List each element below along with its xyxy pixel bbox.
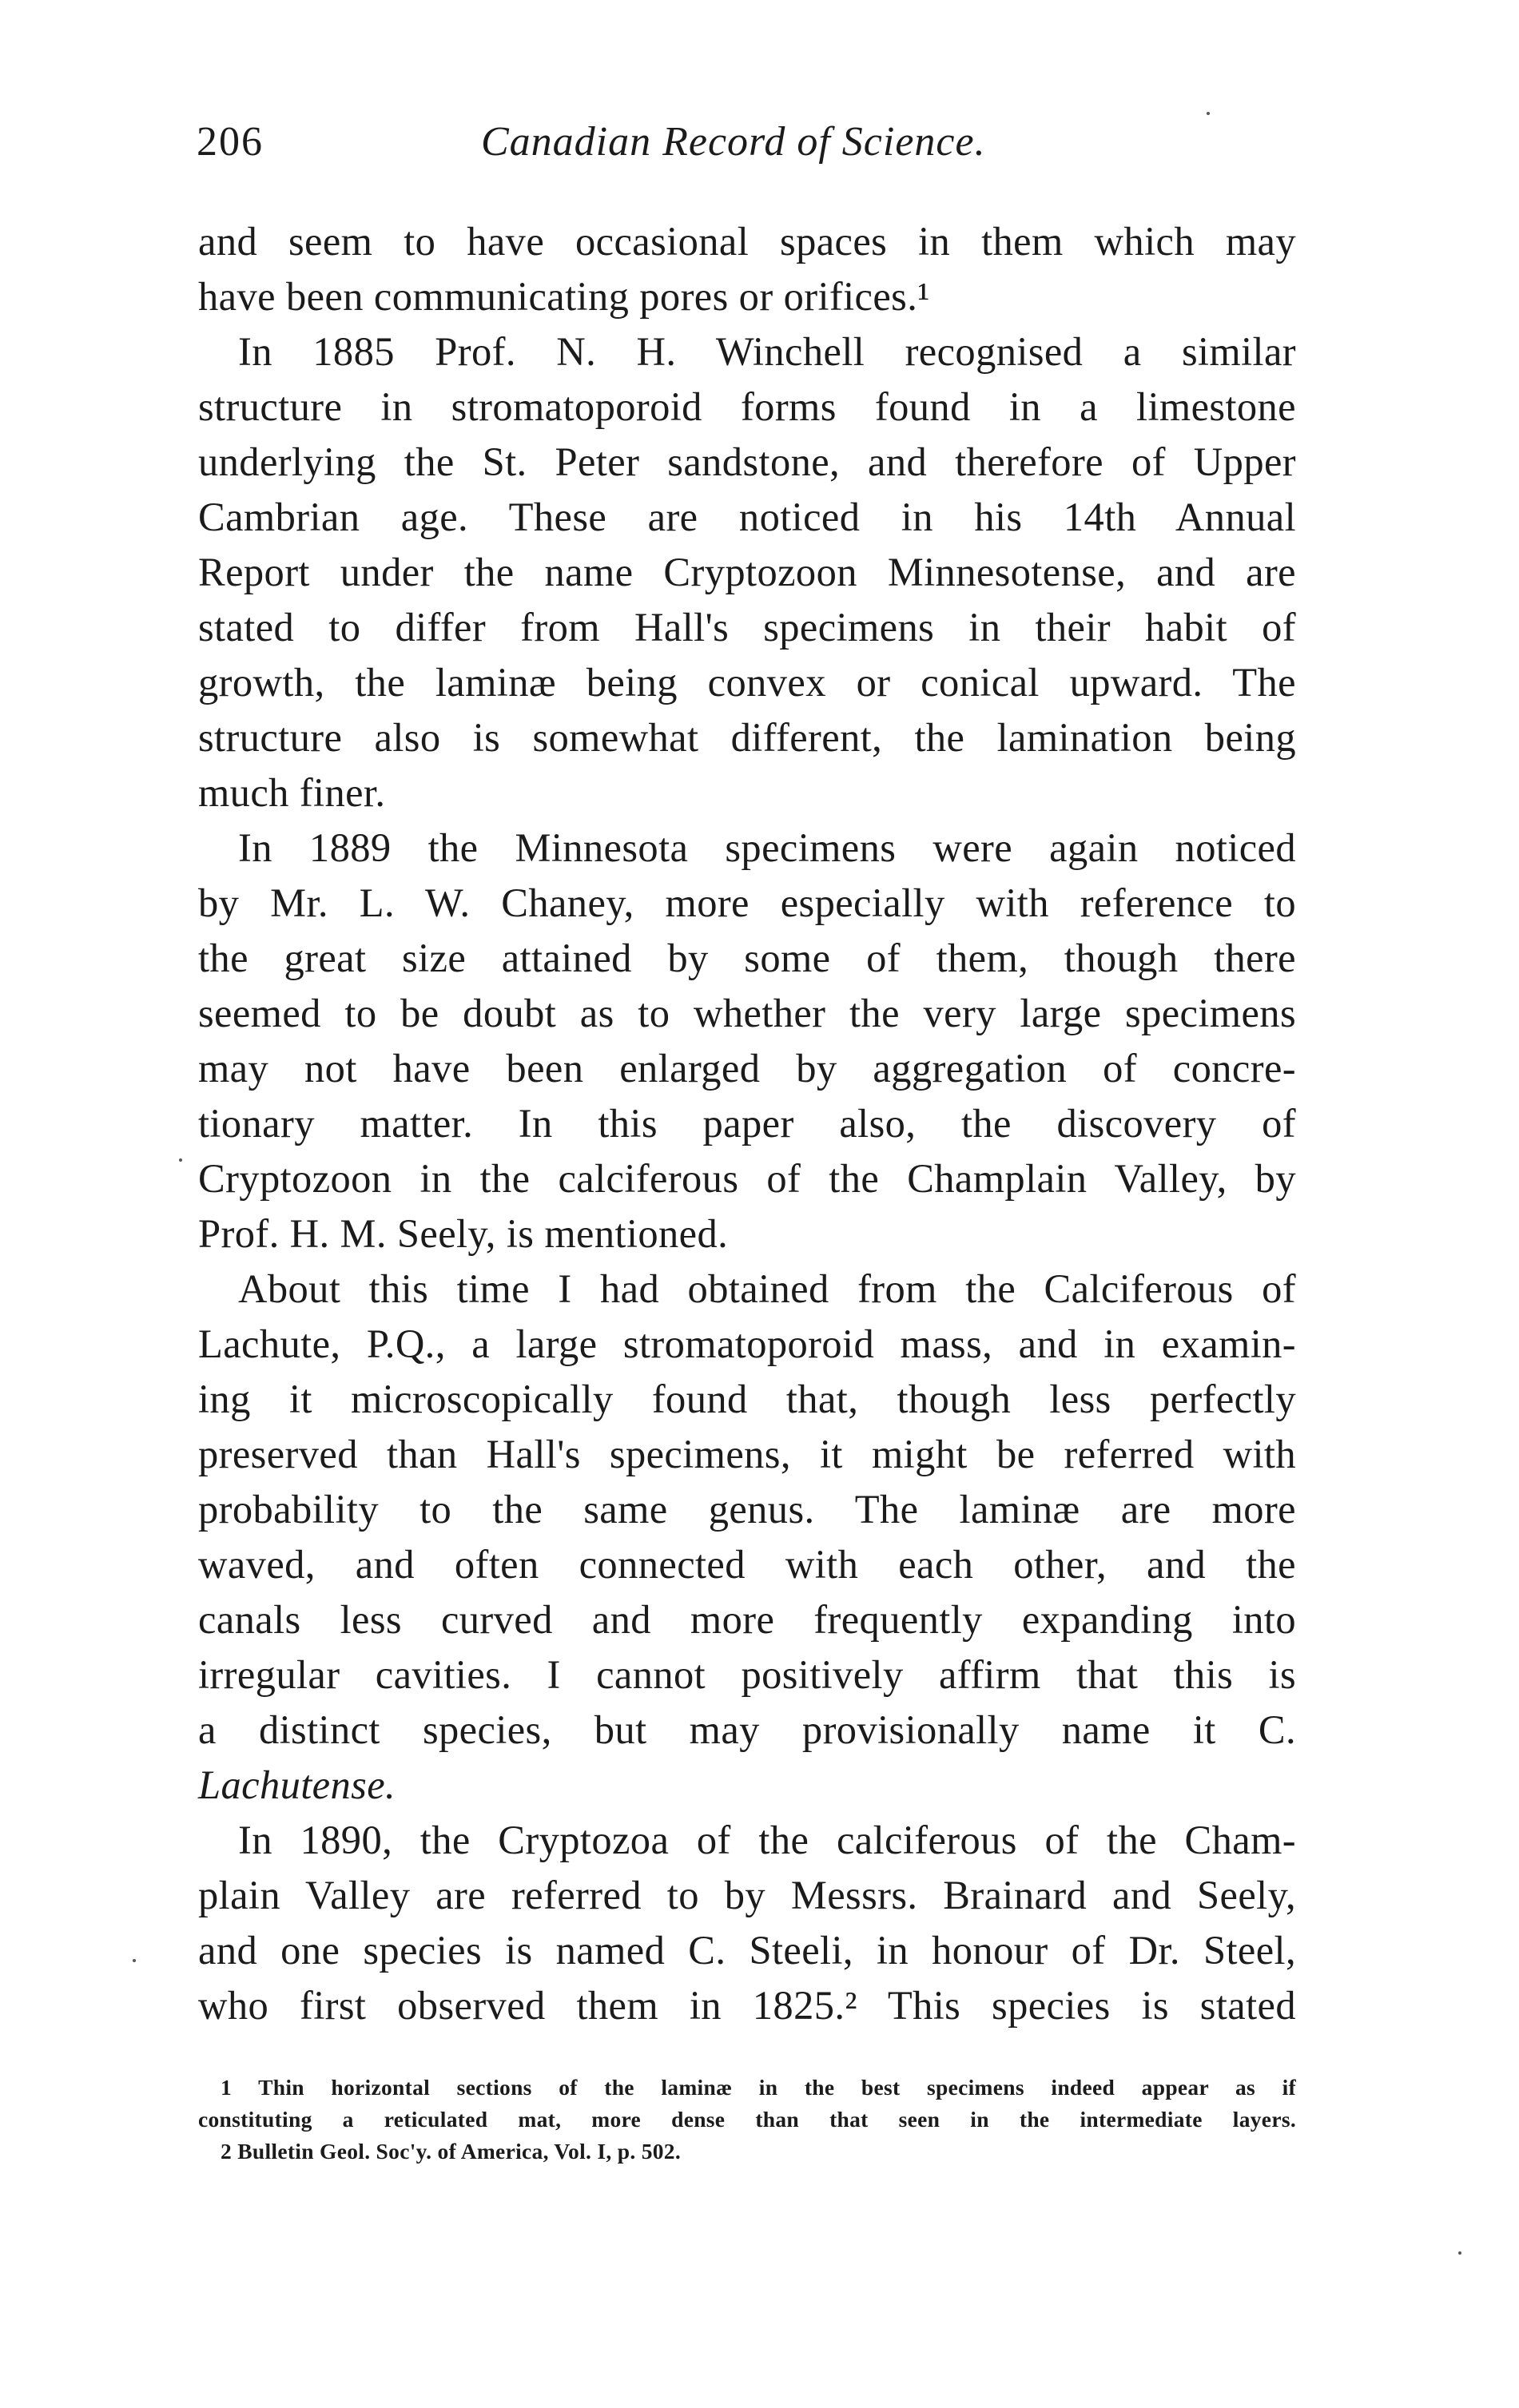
text-line: canals less curved and more frequently expanding into [198, 1597, 1296, 1642]
text-line: may not have been enlarged by aggregation of concre- [198, 1046, 1296, 1091]
page-header [197, 118, 1315, 182]
text-line: ing it microscopically found that, though less perfectly [198, 1377, 1296, 1421]
text-line: probability to the same genus. The laminæ are more [198, 1487, 1296, 1532]
text-line: waved, and often connected with each other, and the [198, 1542, 1296, 1587]
print-speck [1207, 112, 1210, 115]
text-line: Cryptozoon in the calciferous of the Champlain Valley, by [198, 1156, 1296, 1201]
print-speck [133, 1959, 136, 1962]
footnote-line: 2 Bulletin Geol. Soc'y. of America, Vol. I, p. 502. [221, 2139, 682, 2164]
text-line: structure also is somewhat different, the lamination being [198, 715, 1296, 760]
text-line: About this time I had obtained from the Calciferous of [238, 1266, 1296, 1311]
text-line: In 1885 Prof. N. H. Winchell recognised a similar [238, 329, 1296, 374]
text-line: Cambrian age. These are noticed in his 14th Annual [198, 495, 1296, 539]
text-line: who first observed them in 1825.² This species is stated [198, 1983, 1296, 2028]
text-line: much finer. [198, 770, 386, 815]
text-line: Report under the name Cryptozoon Minnesotense, and are [198, 550, 1296, 594]
text-line: preserved than Hall's specimens, it might be referred with [198, 1432, 1296, 1476]
text-line: In 1890, the Cryptozoa of the calciferous of the Cham- [238, 1818, 1296, 1862]
text-line: irregular cavities. I cannot positively affirm that this is [198, 1652, 1296, 1697]
text-line: structure in stromatoporoid forms found in a limestone [198, 384, 1296, 429]
text-line: plain Valley are referred to by Messrs. Brainard and Seely, [198, 1873, 1296, 1917]
text-line: Lachute, P.Q., a large stromatoporoid mass, and in examin- [198, 1321, 1296, 1366]
body-text [198, 214, 1296, 2033]
footnote-line: constituting a reticulated mat, more dense than that seen in the intermediate layers. [198, 2107, 1296, 2132]
text-line: growth, the laminæ being convex or conical upward. The [198, 660, 1296, 705]
footnote-line: 1 Thin horizontal sections of the laminæ in the best specimens indeed appear as if [221, 2075, 1296, 2100]
text-line: a distinct species, but may provisionally name it C. [198, 1707, 1296, 1752]
text-line: Prof. H. M. Seely, is mentioned. [198, 1211, 729, 1256]
text-line: underlying the St. Peter sandstone, and therefore of Upper [198, 439, 1296, 484]
text-line: have been communicating pores or orifices.¹ [198, 274, 930, 319]
running-head: Canadian Record of Science. [481, 119, 986, 165]
text-line: the great size attained by some of them, though there [198, 936, 1296, 980]
print-speck [179, 1158, 182, 1162]
footnotes [198, 2072, 1296, 2168]
text-line: by Mr. L. W. Chaney, more especially with reference to [198, 880, 1296, 925]
print-speck [1458, 2251, 1461, 2255]
text-line: Lachutense. [198, 1762, 396, 1807]
page-number: 206 [197, 119, 264, 165]
text-line: and one species is named C. Steeli, in honour of Dr. Steel, [198, 1928, 1296, 1973]
text-line: tionary matter. In this paper also, the discovery of [198, 1101, 1296, 1146]
text-line: In 1889 the Minnesota specimens were again noticed [238, 825, 1296, 870]
text-line: and seem to have occasional spaces in them which may [198, 219, 1296, 264]
text-line: stated to differ from Hall's specimens in their habit of [198, 605, 1296, 650]
text-line: seemed to be doubt as to whether the very large specimens [198, 991, 1296, 1035]
